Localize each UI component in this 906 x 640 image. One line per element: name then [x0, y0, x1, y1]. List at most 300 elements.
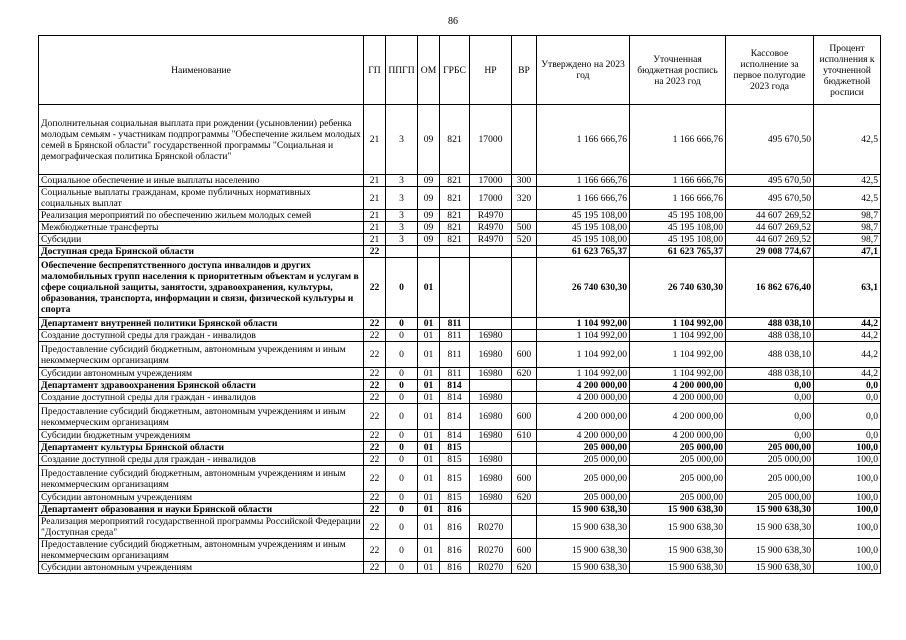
- cell-om: 09: [418, 222, 440, 234]
- cell-name: Субсидии автономным учреждениям: [39, 562, 364, 574]
- cell-vr: 520: [512, 234, 537, 246]
- cell-nr: R0270: [470, 562, 512, 574]
- cell-refined: 15 900 638,30: [630, 539, 726, 562]
- cell-gp: 22: [364, 258, 386, 318]
- cell-om: 01: [418, 330, 440, 342]
- cell-name: Предоставление субсидий бюджетным, автономным учреждениям и иным некоммерческим организациям: [39, 539, 364, 562]
- cell-nr: 16980: [470, 342, 512, 368]
- cell-refined: 61 623 765,37: [630, 246, 726, 258]
- cell-name: Департамент образования и науки Брянской области: [39, 504, 364, 516]
- cell-om: 01: [418, 258, 440, 318]
- cell-grbs: 816: [440, 562, 470, 574]
- table-row: [39, 368, 881, 380]
- cell-cash: 44 607 269,52: [726, 222, 814, 234]
- col-header-gp: ГП: [364, 36, 386, 105]
- cell-percent: 42,5: [814, 105, 881, 175]
- cell-nr: 16980: [470, 330, 512, 342]
- cell-approved: 205 000,00: [537, 466, 630, 492]
- table-row: [39, 504, 881, 516]
- cell-ppgp: 0: [386, 342, 418, 368]
- col-header-name: Наименование: [39, 36, 364, 105]
- table-row: [39, 404, 881, 430]
- col-header-refined: Уточненная бюджетная роспись на 2023 год: [630, 36, 726, 105]
- cell-name: Социальные выплаты гражданам, кроме публичных нормативных социальных выплат: [39, 187, 364, 210]
- cell-grbs: 816: [440, 504, 470, 516]
- table-row: [39, 466, 881, 492]
- cell-ppgp: [386, 246, 418, 258]
- cell-om: [418, 246, 440, 258]
- cell-vr: 500: [512, 222, 537, 234]
- cell-gp: 22: [364, 430, 386, 442]
- cell-refined: 15 900 638,30: [630, 504, 726, 516]
- cell-grbs: 821: [440, 187, 470, 210]
- cell-gp: 22: [364, 562, 386, 574]
- cell-vr: [512, 442, 537, 454]
- cell-name: Доступная среда Брянской области: [39, 246, 364, 258]
- cell-ppgp: 0: [386, 442, 418, 454]
- cell-approved: 1 166 666,76: [537, 105, 630, 175]
- cell-approved: 61 623 765,37: [537, 246, 630, 258]
- cell-approved: 1 166 666,76: [537, 187, 630, 210]
- cell-refined: 4 200 000,00: [630, 380, 726, 392]
- cell-grbs: 811: [440, 342, 470, 368]
- cell-approved: 1 166 666,76: [537, 175, 630, 187]
- cell-refined: 1 104 992,00: [630, 330, 726, 342]
- cell-cash: 0,00: [726, 392, 814, 404]
- cell-gp: 22: [364, 246, 386, 258]
- cell-om: 01: [418, 404, 440, 430]
- cell-cash: 495 670,50: [726, 105, 814, 175]
- table-row: [39, 539, 881, 562]
- table-row: [39, 454, 881, 466]
- cell-grbs: 815: [440, 492, 470, 504]
- cell-gp: 21: [364, 105, 386, 175]
- cell-gp: 21: [364, 210, 386, 222]
- cell-refined: 45 195 108,00: [630, 222, 726, 234]
- cell-approved: 45 195 108,00: [537, 210, 630, 222]
- cell-approved: 45 195 108,00: [537, 234, 630, 246]
- cell-gp: 22: [364, 516, 386, 539]
- cell-percent: 100,0: [814, 504, 881, 516]
- cell-gp: 22: [364, 539, 386, 562]
- cell-ppgp: 3: [386, 222, 418, 234]
- table-row: [39, 246, 881, 258]
- cell-cash: 495 670,50: [726, 187, 814, 210]
- cell-nr: [470, 380, 512, 392]
- cell-grbs: [440, 258, 470, 318]
- cell-grbs: 821: [440, 222, 470, 234]
- cell-refined: 1 166 666,76: [630, 105, 726, 175]
- cell-approved: 15 900 638,30: [537, 562, 630, 574]
- cell-grbs: 821: [440, 210, 470, 222]
- cell-name: Субсидии автономным учреждениям: [39, 492, 364, 504]
- cell-om: 01: [418, 392, 440, 404]
- cell-cash: 0,00: [726, 404, 814, 430]
- cell-gp: 22: [364, 342, 386, 368]
- cell-percent: 42,5: [814, 187, 881, 210]
- cell-name: Обеспечение беспрепятственного доступа инвалидов и других маломобильных групп населения к приоритетным объектам и услугам в сфере социальной защиты, занятости, здравоохранения, культуры, образования, транспорта, информации и связи, физической культуры и спорта: [39, 258, 364, 318]
- cell-approved: 4 200 000,00: [537, 404, 630, 430]
- cell-ppgp: 0: [386, 318, 418, 330]
- cell-name: Социальное обеспечение и иные выплаты населению: [39, 175, 364, 187]
- cell-ppgp: 0: [386, 392, 418, 404]
- header-row: [39, 36, 881, 105]
- cell-approved: 4 200 000,00: [537, 430, 630, 442]
- cell-vr: [512, 246, 537, 258]
- cell-gp: 22: [364, 442, 386, 454]
- cell-vr: [512, 516, 537, 539]
- cell-name: Субсидии автономным учреждениям: [39, 368, 364, 380]
- cell-refined: 4 200 000,00: [630, 392, 726, 404]
- cell-name: Субсидии бюджетным учреждениям: [39, 430, 364, 442]
- col-header-cash: Кассовое исполнение за первое полугодие 2023 года: [726, 36, 814, 105]
- cell-cash: 205 000,00: [726, 454, 814, 466]
- cell-vr: 600: [512, 539, 537, 562]
- cell-ppgp: 0: [386, 539, 418, 562]
- cell-vr: 620: [512, 562, 537, 574]
- cell-refined: 26 740 630,30: [630, 258, 726, 318]
- cell-cash: 15 900 638,30: [726, 562, 814, 574]
- cell-percent: 98,7: [814, 210, 881, 222]
- cell-om: 01: [418, 562, 440, 574]
- cell-name: Предоставление субсидий бюджетным, автономным учреждениям и иным некоммерческим организациям: [39, 404, 364, 430]
- col-header-om: ОМ: [418, 36, 440, 105]
- cell-refined: 1 104 992,00: [630, 368, 726, 380]
- cell-grbs: 816: [440, 539, 470, 562]
- cell-vr: [512, 318, 537, 330]
- cell-vr: [512, 380, 537, 392]
- cell-refined: 1 104 992,00: [630, 318, 726, 330]
- cell-gp: 22: [364, 318, 386, 330]
- table-row: [39, 430, 881, 442]
- cell-approved: 205 000,00: [537, 492, 630, 504]
- cell-approved: 205 000,00: [537, 442, 630, 454]
- cell-cash: 205 000,00: [726, 466, 814, 492]
- cell-percent: 63,1: [814, 258, 881, 318]
- cell-vr: [512, 210, 537, 222]
- cell-ppgp: 3: [386, 210, 418, 222]
- cell-name: Создание доступной среды для граждан - инвалидов: [39, 392, 364, 404]
- cell-percent: 98,7: [814, 222, 881, 234]
- cell-vr: 320: [512, 187, 537, 210]
- cell-cash: 0,00: [726, 430, 814, 442]
- budget-table: [38, 35, 881, 574]
- cell-percent: 47,1: [814, 246, 881, 258]
- table-row: [39, 342, 881, 368]
- cell-om: 01: [418, 492, 440, 504]
- cell-cash: 488 038,10: [726, 368, 814, 380]
- cell-percent: 100,0: [814, 516, 881, 539]
- cell-vr: [512, 330, 537, 342]
- cell-ppgp: 0: [386, 430, 418, 442]
- cell-gp: 22: [364, 380, 386, 392]
- cell-refined: 1 104 992,00: [630, 342, 726, 368]
- cell-vr: 610: [512, 430, 537, 442]
- cell-name: Создание доступной среды для граждан - инвалидов: [39, 330, 364, 342]
- cell-gp: 22: [364, 492, 386, 504]
- cell-vr: [512, 258, 537, 318]
- col-header-approved: Утверждено на 2023 год: [537, 36, 630, 105]
- cell-gp: 22: [364, 454, 386, 466]
- cell-gp: 22: [364, 404, 386, 430]
- cell-refined: 4 200 000,00: [630, 404, 726, 430]
- cell-ppgp: 0: [386, 330, 418, 342]
- cell-refined: 15 900 638,30: [630, 562, 726, 574]
- cell-om: 01: [418, 380, 440, 392]
- cell-nr: [470, 318, 512, 330]
- cell-approved: 4 200 000,00: [537, 380, 630, 392]
- cell-name: Межбюджетные трансферты: [39, 222, 364, 234]
- table-row: [39, 516, 881, 539]
- cell-percent: 100,0: [814, 442, 881, 454]
- table-row: [39, 222, 881, 234]
- cell-percent: 44,2: [814, 330, 881, 342]
- cell-cash: 205 000,00: [726, 442, 814, 454]
- cell-grbs: 815: [440, 454, 470, 466]
- cell-om: 01: [418, 454, 440, 466]
- cell-approved: 1 104 992,00: [537, 330, 630, 342]
- table-row: [39, 318, 881, 330]
- cell-percent: 100,0: [814, 562, 881, 574]
- cell-gp: 22: [364, 330, 386, 342]
- cell-refined: 4 200 000,00: [630, 430, 726, 442]
- cell-vr: [512, 504, 537, 516]
- cell-percent: 100,0: [814, 454, 881, 466]
- cell-grbs: 814: [440, 430, 470, 442]
- cell-vr: [512, 454, 537, 466]
- cell-nr: [470, 442, 512, 454]
- cell-cash: 488 038,10: [726, 342, 814, 368]
- cell-grbs: 815: [440, 442, 470, 454]
- cell-refined: 1 166 666,76: [630, 175, 726, 187]
- cell-nr: 17000: [470, 105, 512, 175]
- cell-vr: 600: [512, 404, 537, 430]
- cell-gp: 21: [364, 222, 386, 234]
- cell-om: 01: [418, 466, 440, 492]
- table-body: [39, 105, 881, 574]
- cell-om: 01: [418, 430, 440, 442]
- cell-ppgp: 0: [386, 258, 418, 318]
- col-header-nr: НР: [470, 36, 512, 105]
- cell-gp: 22: [364, 392, 386, 404]
- table-row: [39, 380, 881, 392]
- cell-vr: 600: [512, 342, 537, 368]
- cell-cash: 495 670,50: [726, 175, 814, 187]
- cell-grbs: 811: [440, 368, 470, 380]
- cell-gp: 21: [364, 234, 386, 246]
- cell-cash: 44 607 269,52: [726, 210, 814, 222]
- cell-ppgp: 0: [386, 492, 418, 504]
- cell-cash: 488 038,10: [726, 330, 814, 342]
- cell-percent: 0,0: [814, 380, 881, 392]
- cell-grbs: 821: [440, 175, 470, 187]
- cell-om: 09: [418, 175, 440, 187]
- cell-gp: 21: [364, 187, 386, 210]
- table-row: [39, 492, 881, 504]
- cell-nr: 17000: [470, 175, 512, 187]
- cell-nr: R4970: [470, 210, 512, 222]
- cell-approved: 26 740 630,30: [537, 258, 630, 318]
- cell-percent: 100,0: [814, 492, 881, 504]
- cell-grbs: 814: [440, 392, 470, 404]
- cell-grbs: 821: [440, 105, 470, 175]
- cell-nr: [470, 246, 512, 258]
- cell-nr: [470, 258, 512, 318]
- page-number: 86: [448, 16, 458, 27]
- table-row: [39, 258, 881, 318]
- col-header-percent: Процент исполнения к уточненной бюджетной росписи: [814, 36, 881, 105]
- table-row: [39, 234, 881, 246]
- cell-approved: 15 900 638,30: [537, 516, 630, 539]
- cell-nr: R0270: [470, 539, 512, 562]
- col-header-ppgp: ППГП: [386, 36, 418, 105]
- cell-name: Создание доступной среды для граждан - инвалидов: [39, 454, 364, 466]
- cell-approved: 15 900 638,30: [537, 539, 630, 562]
- cell-name: Предоставление субсидий бюджетным, автономным учреждениям и иным некоммерческим организациям: [39, 466, 364, 492]
- cell-approved: 15 900 638,30: [537, 504, 630, 516]
- cell-cash: 15 900 638,30: [726, 504, 814, 516]
- cell-name: Департамент здравоохранения Брянской области: [39, 380, 364, 392]
- cell-refined: 1 166 666,76: [630, 187, 726, 210]
- cell-cash: 15 900 638,30: [726, 516, 814, 539]
- cell-ppgp: 3: [386, 187, 418, 210]
- cell-cash: 488 038,10: [726, 318, 814, 330]
- cell-vr: 620: [512, 368, 537, 380]
- cell-percent: 0,0: [814, 404, 881, 430]
- cell-gp: 22: [364, 368, 386, 380]
- cell-om: 09: [418, 187, 440, 210]
- cell-gp: 22: [364, 504, 386, 516]
- cell-name: Реализация мероприятий государственной программы Российской Федерации "Доступная среда": [39, 516, 364, 539]
- cell-nr: 16980: [470, 430, 512, 442]
- cell-om: 01: [418, 442, 440, 454]
- cell-vr: 300: [512, 175, 537, 187]
- table-row: [39, 392, 881, 404]
- cell-approved: 1 104 992,00: [537, 342, 630, 368]
- cell-percent: 44,2: [814, 368, 881, 380]
- table-row: [39, 442, 881, 454]
- cell-om: 01: [418, 539, 440, 562]
- cell-nr: R4970: [470, 234, 512, 246]
- cell-refined: 45 195 108,00: [630, 210, 726, 222]
- cell-percent: 0,0: [814, 392, 881, 404]
- cell-vr: 620: [512, 492, 537, 504]
- cell-om: 09: [418, 210, 440, 222]
- cell-name: Реализация мероприятий по обеспечению жильем молодых семей: [39, 210, 364, 222]
- cell-ppgp: 0: [386, 516, 418, 539]
- cell-nr: 16980: [470, 368, 512, 380]
- cell-om: 01: [418, 504, 440, 516]
- cell-ppgp: 0: [386, 368, 418, 380]
- cell-approved: 1 104 992,00: [537, 318, 630, 330]
- table-row: [39, 105, 881, 175]
- cell-nr: 16980: [470, 404, 512, 430]
- cell-cash: 44 607 269,52: [726, 234, 814, 246]
- cell-grbs: 814: [440, 380, 470, 392]
- cell-grbs: 821: [440, 234, 470, 246]
- cell-approved: 205 000,00: [537, 454, 630, 466]
- cell-percent: 44,2: [814, 342, 881, 368]
- cell-ppgp: 0: [386, 504, 418, 516]
- cell-cash: 16 862 676,40: [726, 258, 814, 318]
- cell-refined: 205 000,00: [630, 454, 726, 466]
- cell-percent: 42,5: [814, 175, 881, 187]
- table-row: [39, 187, 881, 210]
- cell-cash: 15 900 638,30: [726, 539, 814, 562]
- cell-ppgp: 3: [386, 175, 418, 187]
- cell-approved: 1 104 992,00: [537, 368, 630, 380]
- cell-ppgp: 0: [386, 466, 418, 492]
- cell-om: 01: [418, 516, 440, 539]
- cell-nr: R0270: [470, 516, 512, 539]
- col-header-grbs: ГРБС: [440, 36, 470, 105]
- cell-refined: 45 195 108,00: [630, 234, 726, 246]
- cell-grbs: 815: [440, 466, 470, 492]
- cell-percent: 98,7: [814, 234, 881, 246]
- cell-percent: 44,2: [814, 318, 881, 330]
- cell-refined: 205 000,00: [630, 466, 726, 492]
- cell-name: Предоставление субсидий бюджетным, автономным учреждениям и иным некоммерческим организациям: [39, 342, 364, 368]
- cell-ppgp: 0: [386, 404, 418, 430]
- cell-om: 01: [418, 318, 440, 330]
- cell-om: 01: [418, 342, 440, 368]
- cell-nr: R4970: [470, 222, 512, 234]
- cell-ppgp: 3: [386, 234, 418, 246]
- table-row: [39, 562, 881, 574]
- cell-percent: 0,0: [814, 430, 881, 442]
- cell-ppgp: 0: [386, 380, 418, 392]
- cell-grbs: 811: [440, 318, 470, 330]
- cell-cash: 0,00: [726, 380, 814, 392]
- table-row: [39, 175, 881, 187]
- cell-percent: 100,0: [814, 466, 881, 492]
- cell-om: 09: [418, 234, 440, 246]
- cell-percent: 100,0: [814, 539, 881, 562]
- cell-gp: 21: [364, 175, 386, 187]
- cell-nr: 17000: [470, 187, 512, 210]
- col-header-vr: ВР: [512, 36, 537, 105]
- cell-nr: 16980: [470, 392, 512, 404]
- cell-refined: 205 000,00: [630, 492, 726, 504]
- table-row: [39, 210, 881, 222]
- cell-nr: [470, 504, 512, 516]
- cell-om: 09: [418, 105, 440, 175]
- cell-cash: 205 000,00: [726, 492, 814, 504]
- table-row: [39, 330, 881, 342]
- cell-approved: 4 200 000,00: [537, 392, 630, 404]
- cell-refined: 15 900 638,30: [630, 516, 726, 539]
- cell-cash: 29 008 774,67: [726, 246, 814, 258]
- cell-vr: [512, 105, 537, 175]
- cell-nr: 16980: [470, 454, 512, 466]
- cell-name: Департамент культуры Брянской области: [39, 442, 364, 454]
- cell-ppgp: 3: [386, 105, 418, 175]
- cell-name: Департамент внутренней политики Брянской области: [39, 318, 364, 330]
- cell-approved: 45 195 108,00: [537, 222, 630, 234]
- cell-grbs: 816: [440, 516, 470, 539]
- cell-name: Дополнительная социальная выплата при рождении (усыновлении) ребенка молодым семьям - участникам подпрограммы "Обеспечение жильем молодых семей в Брянской области" государственной программы "Социальная и демографическая политика Брянской области": [39, 105, 364, 175]
- cell-grbs: [440, 246, 470, 258]
- cell-ppgp: 0: [386, 454, 418, 466]
- cell-name: Субсидии: [39, 234, 364, 246]
- cell-vr: 600: [512, 466, 537, 492]
- cell-grbs: 811: [440, 330, 470, 342]
- cell-om: 01: [418, 368, 440, 380]
- cell-nr: 16980: [470, 466, 512, 492]
- cell-ppgp: 0: [386, 562, 418, 574]
- cell-vr: [512, 392, 537, 404]
- cell-grbs: 814: [440, 404, 470, 430]
